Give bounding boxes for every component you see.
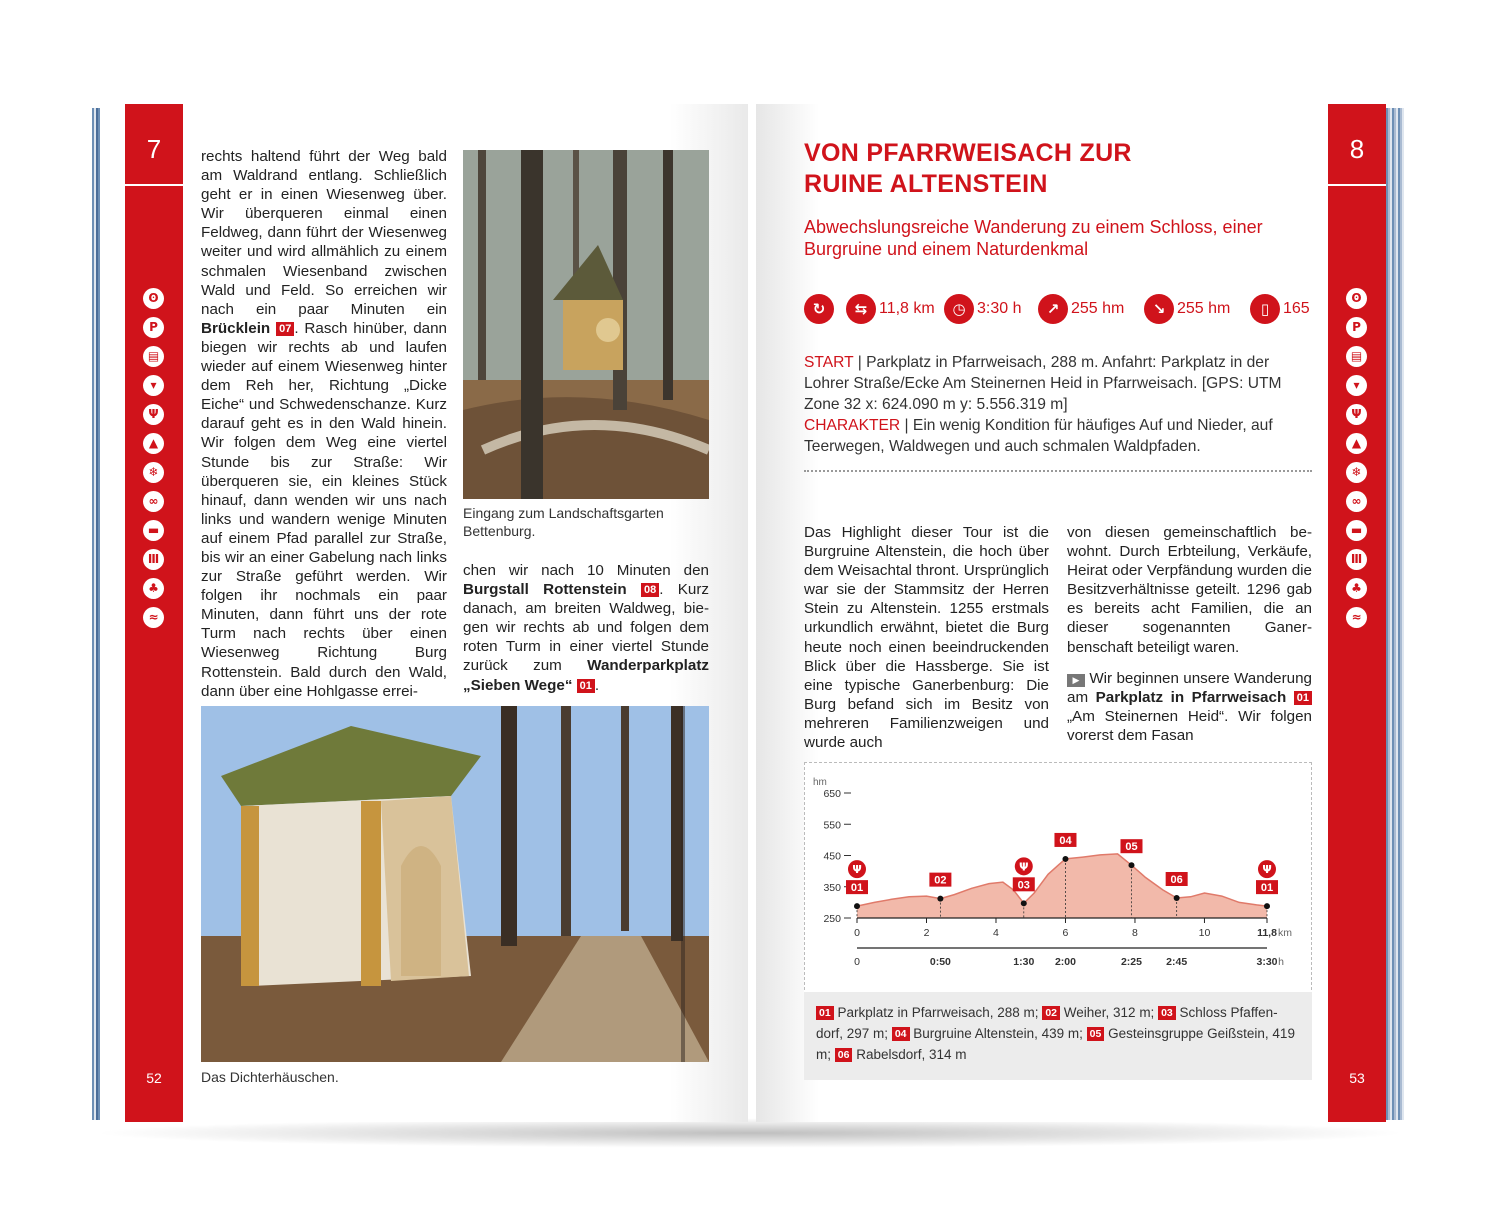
- dotted-divider: [804, 470, 1312, 472]
- waypoint-badge: 01: [1294, 691, 1312, 705]
- tab-divider: [125, 184, 183, 186]
- snowflake-icon: ❄: [1346, 462, 1367, 483]
- left-text-column-1: [201, 147, 447, 701]
- waypoint-legend: [804, 992, 1312, 1080]
- bed-icon: ▬: [1346, 520, 1367, 541]
- waypoint-badge: 05: [1087, 1027, 1105, 1041]
- stat-distance: ⇆ 11,8 km: [846, 292, 935, 326]
- title-line: VON PFARRWEISACH ZUR: [804, 139, 1132, 167]
- y-tick-label: 650: [823, 788, 841, 800]
- stat-descent: ↘ 255 hm: [1144, 292, 1230, 326]
- signpost-icon: ⇆: [846, 294, 876, 324]
- time-axis-unit: h: [1278, 956, 1284, 968]
- museum-icon: Ⅲ: [143, 549, 164, 570]
- book-edge-right: [1384, 108, 1404, 1120]
- time-tick-label: 0: [854, 956, 860, 968]
- swim-icon: ≈: [143, 607, 164, 628]
- place-name: Brücklein: [201, 319, 271, 337]
- waypoint-label: 01: [850, 882, 864, 895]
- time-tick-label: 2:45: [1166, 956, 1188, 968]
- restaurant-icon: Ψ: [1346, 404, 1367, 425]
- waypoint-dot: [1021, 900, 1027, 906]
- waypoint-badge: 03: [1158, 1006, 1176, 1020]
- waypoint-badge: 01: [577, 679, 595, 693]
- waypoint-label: 01: [1260, 882, 1274, 895]
- paragraph: . Rasch hinüber, dann biegen wir rechts ab und laufen wieder auf einem Wiesenweg hinter dem Reh her, Richtung „Dicke Eiche“ und Schwedenschanze. Kurz darauf geht es in den Wald hinein. Wir folgen dem Weg eine viertel Stunde bis zur Straße: Wir überqueren sie, ein kleines Stück hinauf, dann wenden wir uns nach links und wandern wenige Minuten auf einem Pfad parallel zur Straße, bis wir an einer Gabelung nach links zur Straße geführt werden. Wir folgen ihr nochmals ein paar Minuten, dann führt uns der rote Turm nach rechts über einen Wiesenweg Richtung Burg Rottenstein. Bald durch den Wald, dann über eine Hohlgasse errei-: [201, 319, 447, 700]
- waypoint-label: 06: [1170, 874, 1183, 886]
- x-axis-unit: km: [1278, 927, 1292, 939]
- y-tick-label: 350: [823, 881, 841, 894]
- stat-ascent: ↗ 255 hm: [1038, 292, 1124, 326]
- y-tick-label: 450: [823, 850, 841, 863]
- legend-text: Weiher, 312 m;: [1063, 1005, 1155, 1020]
- charakter-label: CHARAKTER: [804, 417, 901, 434]
- page-number: 52: [146, 1070, 162, 1086]
- waypoint-badge: 01: [816, 1006, 834, 1020]
- bicycle-icon: ∞: [1346, 491, 1367, 512]
- clock-icon: ◷: [944, 294, 974, 324]
- waypoint-badge: 07: [276, 322, 294, 336]
- feature-icons: [143, 288, 165, 636]
- restaurant-icon: Ψ: [143, 404, 164, 425]
- place-name: Parkplatz in Pfarrweisach: [1095, 688, 1287, 706]
- paragraph: Wir beginnen unsere Wanderung am: [1067, 669, 1312, 706]
- bed-icon: ▬: [143, 520, 164, 541]
- paragraph: chen wir nach 10 Minuten den: [463, 562, 709, 579]
- basket-icon: ▾: [1346, 375, 1367, 396]
- stat-loop: [804, 292, 834, 326]
- bear-icon: ʘ: [143, 288, 164, 309]
- x-tick-label: 8: [1132, 927, 1138, 939]
- right-text-column-1: [804, 523, 1049, 752]
- waypoint-label: 03: [1017, 879, 1030, 892]
- waypoint-badge: 08: [641, 583, 659, 597]
- charakter-text: | Ein wenig Kondition für häufiges Auf und Nieder, auf Teerwegen, Waldwegen und auch schmalen Waldpfaden.: [804, 417, 1273, 455]
- waypoint-label: 04: [1059, 834, 1072, 847]
- start-text: | Parkplatz in Pfarrweisach, 288 m. Anfahrt: Parkplatz in der Lohrer Straße/Ecke Am Steinernen Heid in Pfarrweisach. [GPS: UTM Zone 32 x: 624.090 m y: 5.556.319 m]: [804, 354, 1282, 413]
- time-tick-label: 1:30: [1013, 956, 1035, 968]
- tour-info: [804, 352, 1314, 457]
- tour-stats: [804, 292, 1314, 326]
- waypoint-dot: [854, 903, 860, 909]
- waypoint-dot: [1174, 895, 1180, 901]
- tree-icon: ♣: [143, 578, 164, 599]
- stat-duration: ◷ 3:30 h: [944, 292, 1021, 326]
- legend-text: Schloss Pfaffendorf, 297 m;: [816, 1005, 1278, 1041]
- bear-icon: ʘ: [1346, 288, 1367, 309]
- loop-icon: ↻: [804, 294, 834, 324]
- photo-bettenburg-entrance: [463, 150, 709, 499]
- caption-large-photo: Das Dichterhäuschen.: [201, 1069, 339, 1085]
- swim-icon: ≈: [1346, 607, 1367, 628]
- y-tick-label: 250: [823, 913, 841, 925]
- paragraph: rechts haltend führt der Weg bald am Waldrand entlang. Schließlich geht er in einen Wiesenweg über. Wir überqueren einmal einen Feldweg, dann führt der Wiesenweg weiter und wird allmählich zu einem schmalen Wiesenband zwischen Wald und Feld. So erreichen wir nach ein paar Minuten ein: [201, 148, 447, 318]
- parking-icon: P: [1346, 317, 1367, 338]
- phone-icon: ▯: [1250, 294, 1280, 324]
- right-side-tab: [1328, 104, 1386, 1122]
- legend-text: Parkplatz in Pfarrweisach, 288 m;: [837, 1005, 1039, 1020]
- paragraph: „Am Steinernen Heid“. Wir folgen vorerst dem Fasan: [1067, 707, 1312, 744]
- parking-icon: P: [143, 317, 164, 338]
- photo-dichterhaeuschen: [201, 706, 709, 1062]
- restaurant-icon-glyph: Ψ: [852, 863, 862, 877]
- paragraph: .: [594, 676, 600, 694]
- place-name: Burgstall Rottenstein: [463, 581, 627, 599]
- restaurant-icon-glyph: Ψ: [1019, 860, 1029, 874]
- museum-icon: Ⅲ: [1346, 549, 1367, 570]
- start-label: START: [804, 354, 854, 371]
- tab-divider: [1328, 184, 1386, 186]
- chapter-number: 8: [1349, 134, 1365, 164]
- waypoint-label: 02: [934, 874, 947, 887]
- waypoint-badge: 06: [835, 1048, 853, 1062]
- ascent-icon: ↗: [1038, 294, 1068, 324]
- play-icon: ▶: [1067, 674, 1085, 687]
- x-tick-label: 11,8: [1257, 927, 1277, 939]
- place-name: Wanderparkplatz „Sieben Wege“: [463, 657, 709, 694]
- tour-title: [804, 138, 1132, 200]
- paragraph: . Kurz danach, am breiten Waldweg, biegen wir rechts ab und folgen dem roten Turm in einer viertel Stunde zurück zum: [463, 581, 709, 675]
- tour-subtitle: Abwechslungsreiche Wanderung zu einem Schloss, einer Burgruine und einem Naturdenkmal: [804, 217, 1263, 259]
- legend-text: Gesteinsgruppe Geißstein, 419 m;: [816, 1026, 1295, 1062]
- y-tick-label: 550: [823, 819, 841, 832]
- snowflake-icon: ❄: [143, 462, 164, 483]
- mountain-icon: ▲: [1346, 433, 1367, 454]
- book-shadow: [90, 1118, 1410, 1148]
- right-text-column-2: [1067, 523, 1312, 745]
- waypoint-label: 05: [1125, 841, 1138, 854]
- x-tick-label: 0: [854, 927, 860, 939]
- basket-icon: ▾: [143, 375, 164, 396]
- left-text-column-2: [463, 561, 709, 695]
- waypoint-badge: 04: [892, 1027, 910, 1041]
- waypoint-badge: 02: [1042, 1006, 1060, 1020]
- mountain-icon: ▲: [143, 433, 164, 454]
- x-tick-label: 2: [923, 927, 930, 939]
- feature-icons: [1346, 288, 1368, 636]
- bus-icon: ▤: [143, 346, 164, 367]
- time-tick-label: 2:00: [1054, 956, 1076, 968]
- legend-text: Burgruine Altenstein, 439 m;: [913, 1026, 1083, 1041]
- stat-page-ref: ▯ 165: [1250, 292, 1310, 326]
- waypoint-dot: [1264, 903, 1270, 909]
- tree-icon: ♣: [1346, 578, 1367, 599]
- page-number: 53: [1349, 1070, 1365, 1086]
- time-tick-label: 0:50: [929, 956, 951, 968]
- chapter-number: 7: [146, 134, 162, 164]
- x-tick-label: 4: [993, 927, 999, 939]
- time-tick-label: 3:30: [1256, 956, 1278, 968]
- paragraph: Das Highlight dieser Tour ist die Burgruine Altenstein, die hoch über dem Weisachtal thront. Ursprünglich war sie der Stammsitz der Herren Stein zu Altenstein. 1255 erstmals urkundlich erwähnt, bietet die Burg heute noch einen beeindruckenden Blick über die Hassberge. Sie ist eine typische Ganerbenburg: Die Burg befand sich im Besitz von mehreren Familienzweigen und wurde auch: [804, 524, 1049, 752]
- descent-icon: ↘: [1144, 294, 1174, 324]
- x-tick-label: 10: [1198, 927, 1211, 939]
- paragraph: von diesen gemeinschaftlich bewohnt. Durch Erbteilung, Verkäufe, Heirat oder Verpfändung wurden die Besitzverhältnisse geteilt. 1296 gab es bereits acht Familien, die an dieser sogenannten Ganerbenschaft beteiligt waren.: [1067, 524, 1312, 656]
- elevation-area: [857, 854, 1267, 918]
- waypoint-dot: [1128, 862, 1134, 868]
- legend-text: Rabelsdorf, 314 m: [856, 1047, 967, 1062]
- caption-small-photo: Eingang zum Landschaftsgarten Bettenburg.: [463, 505, 664, 539]
- title-line: RUINE ALTENSTEIN: [804, 170, 1048, 198]
- waypoint-dot: [1062, 856, 1068, 862]
- left-side-tab: [125, 104, 183, 1122]
- waypoint-dot: [937, 896, 943, 902]
- time-tick-label: 2:25: [1120, 956, 1142, 968]
- elevation-profile-svg: [805, 763, 1311, 993]
- y-axis-unit: hm: [813, 777, 827, 788]
- bicycle-icon: ∞: [143, 491, 164, 512]
- restaurant-icon-glyph: Ψ: [1262, 863, 1272, 877]
- bus-icon: ▤: [1346, 346, 1367, 367]
- x-tick-label: 6: [1062, 927, 1069, 939]
